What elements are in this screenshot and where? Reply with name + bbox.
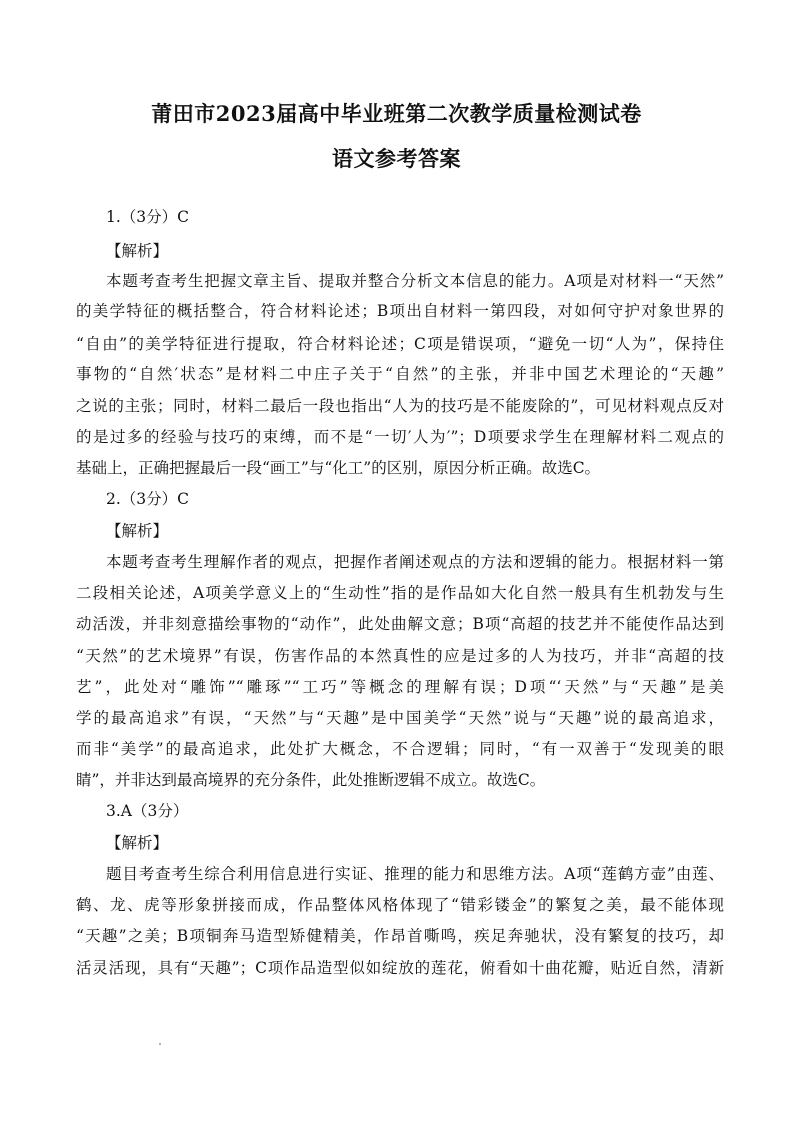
- q3-analysis-heading: 【解析】: [106, 834, 169, 852]
- q1-text-line: 之说的主张；同时，材料二最后一段也指出“人为的技巧是不能废除的”，可见材料观点反对: [76, 397, 724, 415]
- document-subtitle: 语文参考答案: [332, 146, 461, 171]
- q1-answer: 1.（3分）C: [106, 208, 190, 226]
- q1-text-line: 基础上，正确把握最后一段“画工”与“化工”的区别，原因分析正确。故选C。: [76, 459, 601, 477]
- q2-text-line: 本题考查考生理解作者的观点，把握作者阐述观点的方法和逻辑的能力。根据材料一第: [106, 553, 724, 571]
- q1-text-line: 的美学特征的概括整合，符合材料论述；B项出自材料一第四段，对如何守护对象世界的: [76, 302, 724, 320]
- q3-answer: 3.A（3分）: [106, 802, 189, 820]
- scan-dot: [159, 1043, 161, 1045]
- q2-analysis-heading: 【解析】: [106, 522, 169, 540]
- q2-answer: 2.（3分）C: [106, 490, 190, 508]
- q3-text-line: 活灵活现，具有“天趣”；C项作品造型似如绽放的莲花，俯看如十曲花瓣，贴近自然，清新: [76, 959, 724, 977]
- q1-analysis-heading: 【解析】: [106, 242, 169, 260]
- q3-text-line: 鹤、龙、虎等形象拼接而成，作品整体风格体现了“错彩镂金”的繁复之美，最不能体现: [76, 896, 724, 914]
- q1-text-line: 事物的“自然′状态”是材料二中庄子关于“自然”的主张，并非中国艺术理论的“天趣”: [76, 365, 724, 383]
- document-title: 莆田市2023届高中毕业班第二次教学质量检测试卷: [151, 101, 642, 126]
- q2-text-line: 学的最高追求”有误，“天然”与“天趣”是中国美学“天然”说与“天趣”说的最高追求，: [76, 709, 724, 727]
- q2-text-line: “天然”的艺术境界”有误，伤害作品的本然真性的应是过多的人为技巧，并非“高超的技: [76, 647, 724, 665]
- q3-text-line: 题目考查考生综合利用信息进行实证、推理的能力和思维方法。A项“莲鹤方壶”由莲、: [106, 865, 724, 883]
- q1-text-line: “自由”的美学特征进行提取，符合材料论述；C项是错误项，“避免一切“人为”，保持住: [76, 335, 724, 353]
- q3-text-line: “天趣”之美；B项铜奔马造型矫健精美，作昂首嘶鸣，疾足奔驰状，没有繁复的技巧，却: [76, 927, 724, 945]
- q2-text-line: 而非“美学”的最高追求，此处扩大概念，不合逻辑；同时，“有一双善于“发现美的眼: [76, 740, 724, 758]
- q2-text-line: 睛”，并非达到最高境界的充分条件，此处推断逻辑不成立。故选C。: [76, 771, 546, 789]
- q2-text-line: 二段相关论述，A项美学意义上的“生动性”指的是作品如大化自然一般具有生机勃发与生: [76, 584, 724, 602]
- q1-text-line: 的是过多的经验与技巧的束缚，而不是“一切′人为′”；D项要求学生在理解材料二观点的: [76, 428, 724, 446]
- q2-text-line: 动活泼，并非刻意描绘事物的“动作”，此处曲解文意；B项“高超的技艺并不能使作品达到: [76, 615, 724, 633]
- q1-text-line: 本题考查考生把握文章主旨、提取并整合分析文本信息的能力。A项是对材料一“天然”: [106, 272, 724, 290]
- q2-text-line: 艺”，此处对“雕饰”“雕琢”“工巧”等概念的理解有误；D项“‘天然”与“天趣”是美: [76, 678, 724, 696]
